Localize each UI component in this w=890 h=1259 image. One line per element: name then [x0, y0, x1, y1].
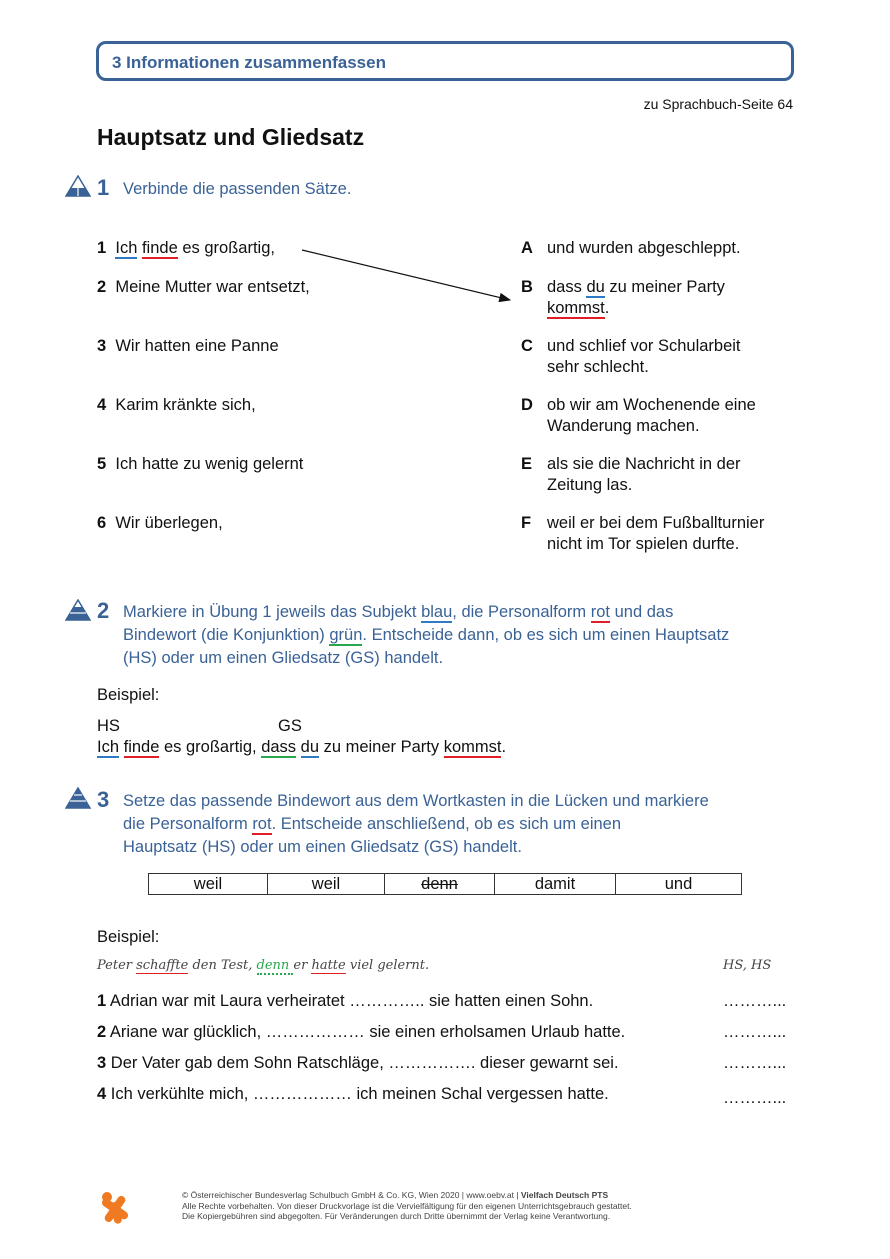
ex3-answer-3: ………...: [723, 1054, 787, 1072]
exercise-1-instruction: Verbinde die passenden Sätze.: [123, 180, 352, 198]
verb-word: kommst: [443, 738, 502, 756]
color-word-red: rot: [252, 815, 272, 833]
item-number: 3: [97, 337, 107, 355]
handwritten-answer: HS, HS: [723, 958, 772, 973]
instr-text: Markiere in Übung 1 jeweils das Subjekt: [123, 603, 422, 621]
ex1-left-item-4: [97, 395, 256, 416]
verb-word: hatte: [311, 958, 346, 973]
text-part: .: [501, 738, 507, 756]
subject-word: du: [300, 738, 319, 756]
text-line: sehr schlecht.: [547, 358, 649, 376]
ex1-right-letter-d: D: [521, 396, 533, 414]
sentence-text: Ich hatte zu wenig gelernt: [115, 455, 304, 473]
instr-text: . Entscheide anschließend, ob es sich um einen: [271, 815, 622, 833]
example-sentence: [97, 737, 506, 758]
ex3-item-3: [97, 1053, 619, 1074]
ex1-left-item-3: [97, 336, 279, 357]
item-number: 6: [97, 514, 107, 532]
subject-word: Ich: [115, 239, 138, 257]
text-part: zu meiner Party: [604, 278, 725, 296]
chapter-title: 3 Informationen zusammenfassen: [112, 53, 386, 72]
text-part: zu meiner Party: [319, 738, 444, 756]
footer-text: Die Kopiergebühren sind abgegolten. Für Veränderungen durch Dritte übernimmt der Verlag keine Verantwortung.: [182, 1211, 611, 1221]
sentence-rest: es großartig,: [177, 239, 275, 257]
publisher-logo-icon: [96, 1190, 134, 1228]
word-box-cell: und: [664, 875, 693, 893]
ex1-right-text-e: [547, 454, 741, 496]
instr-text: , die Personalform: [452, 603, 591, 621]
text-line: als sie die Nachricht in der: [547, 455, 741, 473]
exercise-1-number: 1: [97, 175, 110, 200]
word-box-cell: weil: [268, 874, 385, 894]
instr-text: Bindewort (die Konjunktion): [123, 626, 330, 644]
item-number: 4: [97, 396, 107, 414]
footer-copyright: [182, 1190, 632, 1222]
text-part: den Test,: [188, 958, 257, 973]
ex1-right-letter-c: C: [521, 337, 533, 355]
text-line: und schlief vor Schularbeit: [547, 337, 741, 355]
page-title: Hauptsatz und Gliedsatz: [97, 124, 365, 150]
sentence-text: Ariane war glücklich, ……………… sie einen erholsamen Urlaub hatte.: [109, 1023, 626, 1041]
color-word-green: grün: [329, 626, 363, 644]
handwritten-example: [97, 958, 429, 973]
color-word-blue: blau: [421, 603, 453, 621]
verb-word: finde: [141, 239, 178, 257]
example-label: Beispiel:: [97, 686, 160, 704]
text-part: .: [604, 299, 610, 317]
ex1-right-text-a: und wurden abgeschleppt.: [547, 239, 741, 257]
difficulty-pyramid-icon: [65, 787, 91, 809]
conjunction-word: dass: [261, 738, 297, 756]
verb-word: kommst: [547, 299, 605, 317]
word-box: [148, 873, 742, 895]
word-box-cell: damit: [495, 874, 616, 894]
text-part: es großartig,: [159, 738, 262, 756]
example-label: Beispiel:: [97, 928, 160, 946]
text-line: Wanderung machen.: [547, 417, 700, 435]
ex1-right-text-c: [547, 336, 741, 378]
instr-text: . Entscheide dann, ob es sich um einen Hauptsatz: [362, 626, 730, 644]
ex1-right-text-f: [547, 513, 764, 555]
instr-text: Hauptsatz (HS) oder um einen Gliedsatz (GS) handelt.: [123, 838, 522, 856]
word-box-cell-used: denn: [385, 874, 495, 894]
ex1-right-letter-b: B: [521, 278, 533, 296]
ex1-right-letter-e: E: [521, 455, 533, 473]
instr-text: und das: [610, 603, 674, 621]
subject-word: du: [586, 278, 605, 296]
difficulty-pyramid-icon: [65, 599, 91, 621]
item-number: 4: [97, 1085, 107, 1103]
hs-label: HS: [97, 717, 120, 735]
exercise-2-number: 2: [97, 598, 110, 623]
verb-word: finde: [123, 738, 160, 756]
sentence-text: Adrian war mit Laura verheiratet ………….. sie hatten einen Sohn.: [109, 992, 594, 1010]
exercise-3-number: 3: [97, 787, 110, 812]
text-part: Peter: [97, 958, 137, 973]
page-reference: zu Sprachbuch-Seite 64: [643, 96, 793, 112]
footer-text: © Österreichischer Bundesverlag Schulbuch GmbH & Co. KG, Wien 2020 | www.oebv.at |: [182, 1190, 521, 1200]
footer-product: Vielfach Deutsch PTS: [520, 1190, 609, 1200]
connection-arrow: [0, 0, 890, 320]
ex3-item-2: [97, 1022, 625, 1043]
sentence-text: Karim kränkte sich,: [115, 396, 256, 414]
instr-text: (HS) oder um einen Gliedsatz (GS) handelt.: [123, 649, 444, 667]
sentence-text: Wir hatten eine Panne: [115, 337, 279, 355]
color-word-red: rot: [590, 603, 611, 621]
text-line: nicht im Tor spielen durfte.: [547, 535, 740, 553]
subject-word: Ich: [97, 738, 120, 756]
conjunction-word: denn: [256, 958, 294, 973]
sentence-text: Der Vater gab dem Sohn Ratschläge, ……………. dieser gewarnt sei.: [110, 1054, 619, 1072]
text-part: dass: [547, 278, 587, 296]
ex1-right-letter-f: F: [521, 514, 532, 532]
ex1-left-item-6: [97, 513, 223, 534]
gs-label: GS: [278, 717, 302, 735]
word-box-cell: weil: [149, 874, 268, 894]
text-part: er: [293, 958, 312, 973]
verb-word: schaffte: [136, 958, 189, 973]
ex3-answer-1: ………...: [723, 992, 787, 1010]
exercise-2-instruction: [123, 601, 729, 670]
sentence-text: Meine Mutter war entsetzt,: [115, 278, 310, 296]
ex3-item-4: [97, 1084, 609, 1105]
text-line: ob wir am Wochenende eine: [547, 396, 756, 414]
item-number: 3: [97, 1054, 107, 1072]
ex3-answer-2: ………...: [723, 1023, 787, 1041]
sentence-text: Ich verkühlte mich, ……………… ich meinen Schal vergessen hatte.: [110, 1085, 609, 1103]
text-part: [119, 738, 124, 756]
text-part: [296, 738, 301, 756]
text-line: Zeitung las.: [547, 476, 633, 494]
exercise-3-instruction: [123, 790, 709, 859]
item-number: 2: [97, 1023, 107, 1041]
instr-text: Setze das passende Bindewort aus dem Wortkasten in die Lücken und markiere: [123, 792, 709, 810]
item-number: 2: [97, 278, 107, 296]
sentence-text: Wir überlegen,: [115, 514, 223, 532]
item-number: 5: [97, 455, 107, 473]
ex1-right-text-d: [547, 395, 756, 437]
item-number: 1: [97, 239, 107, 257]
ex1-right-letter-a: A: [521, 239, 533, 257]
item-number: 1: [97, 992, 107, 1010]
instr-text: die Personalform: [123, 815, 253, 833]
footer-text: Alle Rechte vorbehalten. Von dieser Druckvorlage ist die Vervielfältigung für den eigenen Unterrichtsgebrauch gestattet.: [182, 1200, 632, 1211]
ex3-item-1: [97, 991, 593, 1012]
text-line: weil er bei dem Fußballturnier: [547, 514, 765, 532]
ex3-answer-4: ………...: [723, 1089, 787, 1107]
ex1-left-item-5: [97, 454, 303, 475]
text-part: viel gelernt.: [345, 958, 430, 973]
